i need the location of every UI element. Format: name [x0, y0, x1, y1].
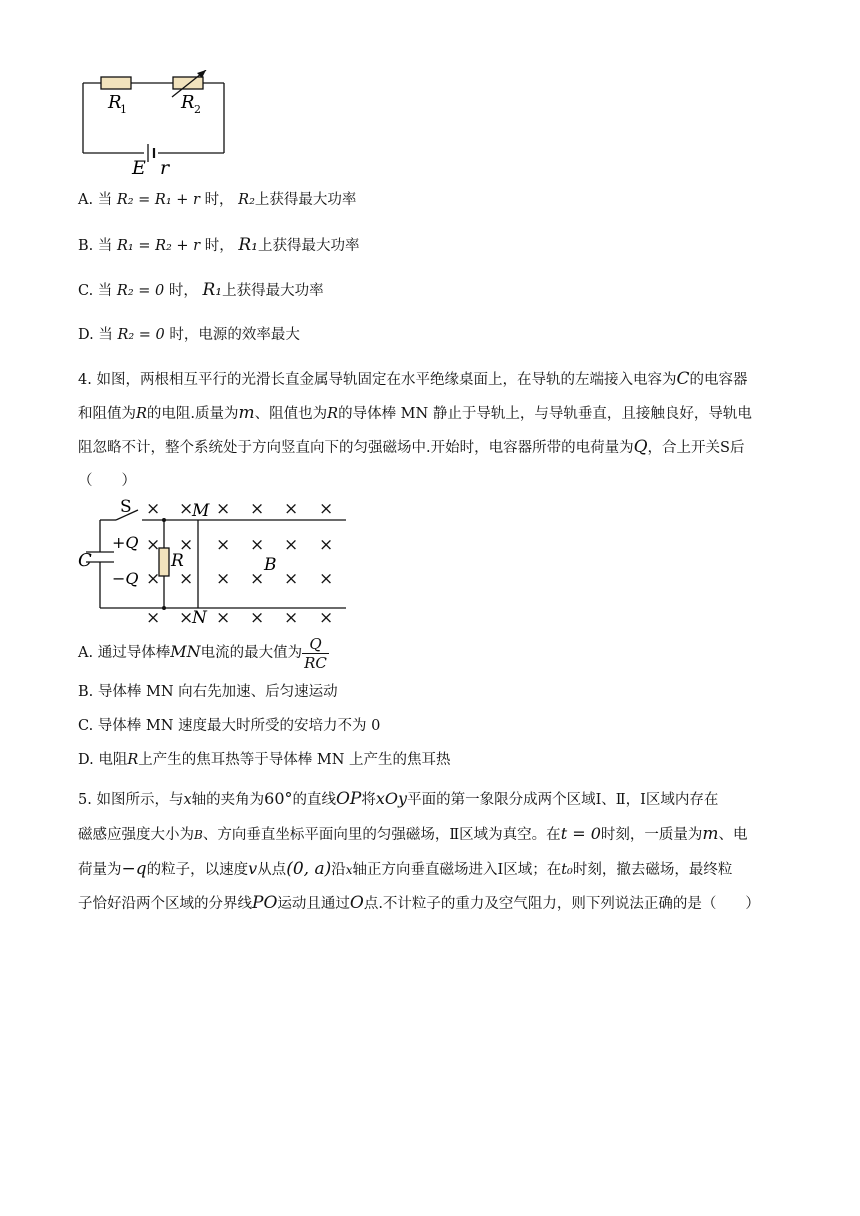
plus-q-label: +Q: [112, 533, 139, 552]
r2-subscript: 2: [194, 103, 201, 116]
field-cross: ×: [319, 499, 334, 519]
q4-stem-line2: 和阻值为R的电阻.质量为m、阻值也为R的导体棒 MN 静止于导轨上，与导轨垂直，且接触良好，导轨电: [78, 403, 752, 423]
q3-option-a[interactable]: A. 当 R₂ = R₁ + r 时， R₂上获得最大功率: [78, 192, 357, 208]
field-cross: ×: [146, 608, 161, 628]
fraction-q-over-rc: $\frac{Q}{RC}$: [304, 634, 327, 672]
field-cross: ×: [216, 535, 231, 555]
rod-m-label: M: [192, 501, 210, 521]
field-cross: ×: [146, 535, 161, 555]
field-b-label: B: [264, 555, 277, 575]
field-cross: ×: [319, 608, 334, 628]
q4-stem: [78, 363, 784, 498]
q4-option-a[interactable]: A. 通过导体棒MN电流的最大值为 $\frac{Q}{RC}$: [78, 634, 327, 672]
r1-subscript: 1: [120, 103, 127, 116]
field-cross: ×: [284, 535, 299, 555]
q4-option-c[interactable]: C. 导体棒 MN 速度最大时所受的安培力不为 0: [78, 718, 381, 734]
r2-label: R: [181, 92, 195, 113]
capacitor-c-label: C: [78, 550, 92, 571]
field-cross: ×: [319, 569, 334, 589]
r1-label: R: [108, 92, 122, 113]
field-cross: ×: [179, 499, 194, 519]
field-cross: ×: [250, 608, 265, 628]
resistor-r-label: R: [171, 551, 184, 571]
q5-stem-line4: 子恰好沿两个区域的分界线PO运动且通过O点.不计粒子的重力及空气阻力，则下列说法正确的是（ ）: [78, 893, 760, 913]
q4-option-d[interactable]: D. 电阻R上产生的焦耳热等于导体棒 MN 上产生的焦耳热: [78, 752, 451, 768]
q4-option-b[interactable]: B. 导体棒 MN 向右先加速、后匀速运动: [78, 684, 338, 700]
field-cross: ×: [250, 535, 265, 555]
field-cross: ×: [250, 499, 265, 519]
q3-option-b[interactable]: B. 当 R₁ = R₂ + r 时， R₁上获得最大功率: [78, 235, 360, 255]
field-cross: ×: [179, 569, 194, 589]
field-cross: ×: [284, 499, 299, 519]
switch-s-label: S: [120, 497, 132, 517]
field-cross: ×: [216, 608, 231, 628]
minus-q-label: −Q: [112, 569, 139, 588]
rod-n-label: N: [192, 608, 207, 628]
q5-stem-line3: 荷量为−q的粒子，以速度v从点(0, a)沿x轴正方向垂直磁场进入Ⅰ区域；在t₀时刻，撤去磁场，最终粒: [78, 859, 733, 879]
q5-stem-line2: 磁感应强度大小为B、方向垂直坐标平面向里的匀强磁场，Ⅱ区域为真空。在t = 0时刻，一质量为m、电: [78, 824, 748, 844]
q4-stem-line1: 4. 如图，两根相互平行的光滑长直金属导轨固定在水平绝缘桌面上，在导轨的左端接入电容为C的电容器: [78, 369, 748, 389]
field-cross: ×: [179, 608, 194, 628]
emf-label: E: [132, 157, 146, 179]
field-cross: ×: [250, 569, 265, 589]
circuit-diagram-r1-r2: [78, 70, 238, 180]
field-cross: ×: [319, 535, 334, 555]
field-cross: ×: [146, 569, 161, 589]
field-cross: ×: [216, 499, 231, 519]
q4-stem-line4: （ ）: [78, 473, 136, 489]
field-cross: ×: [284, 569, 299, 589]
field-cross: ×: [179, 535, 194, 555]
q5-stem-line1: 5. 如图所示，与x轴的夹角为60°的直线OP将xOy平面的第一象限分成两个区域Ⅰ、Ⅱ，Ⅰ区域内存在: [78, 789, 719, 809]
internal-resistance-label: r: [160, 157, 170, 179]
field-cross: ×: [284, 608, 299, 628]
field-cross: ×: [216, 569, 231, 589]
q4-stem-line3: 阻忽略不计，整个系统处于方向竖直向下的匀强磁场中.开始时，电容器所带的电荷量为Q，合上开关S后: [78, 437, 745, 457]
q3-option-c[interactable]: C. 当 R₂ = 0 时， R₁上获得最大功率: [78, 280, 324, 300]
rail-circuit-diagram: [76, 494, 356, 630]
field-cross: ×: [146, 499, 161, 519]
q5-stem: [78, 782, 784, 921]
q3-option-d[interactable]: D. 当 R₂ = 0 时，电源的效率最大: [78, 327, 300, 343]
